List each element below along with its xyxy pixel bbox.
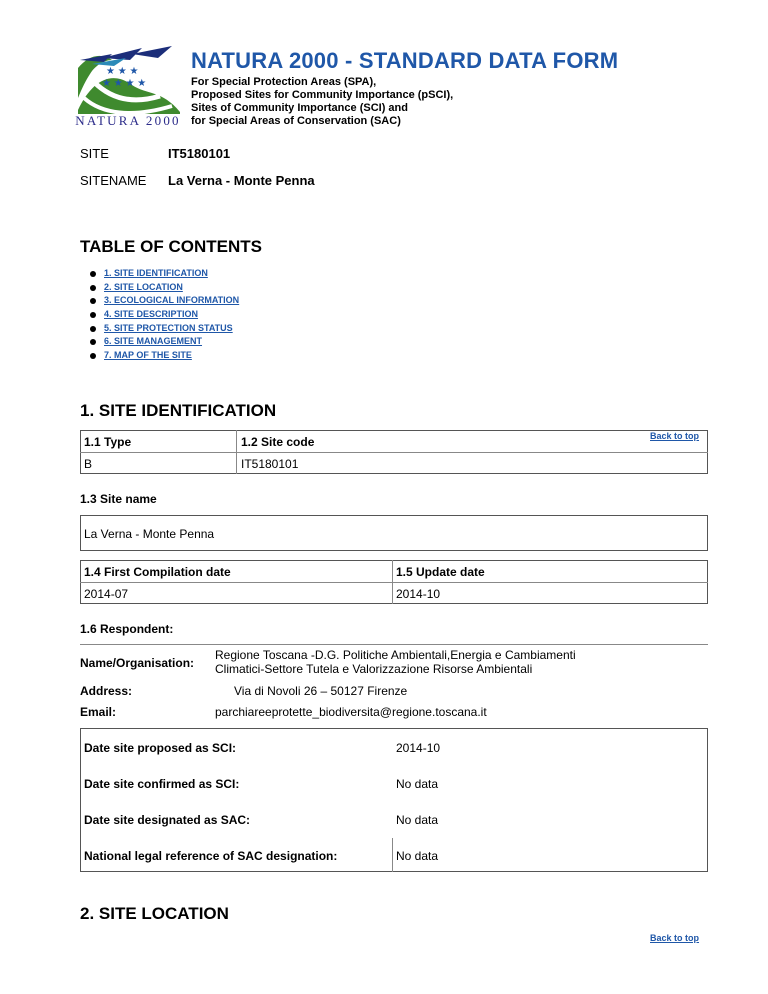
toc-link[interactable]: 2. SITE LOCATION (104, 281, 183, 292)
respondent-divider (80, 644, 708, 645)
section2-heading: 2. SITE LOCATION (80, 904, 229, 923)
table-divider (392, 838, 393, 872)
toc-link[interactable]: 4. SITE DESCRIPTION (104, 309, 199, 320)
logo-wordmark: NATURA 2000 (75, 113, 181, 128)
first-compilation-value: 2014-07 (84, 587, 129, 601)
update-date-label: 1.5 Update date (396, 565, 485, 579)
svg-text:★ ★ ★: ★ ★ ★ (106, 66, 139, 77)
update-date-value: 2014-10 (396, 587, 441, 601)
table-divider (80, 582, 708, 583)
toc-item (104, 295, 239, 309)
type-label: 1.1 Type (84, 435, 132, 449)
toc-item (104, 282, 239, 296)
type-value: B (84, 457, 93, 471)
address-value: Via di Novoli 26 – 50127 Firenze (234, 684, 408, 698)
toc-item (104, 268, 239, 282)
subtitle-line: Proposed Sites for Community Importance (pSCI), (191, 89, 454, 101)
code-value: IT5180101 (241, 457, 299, 471)
page-subtitle (191, 76, 453, 128)
organisation-value: Climatici-Settore Tutela e Valorizzazione Risorse Ambientali (215, 662, 533, 676)
sitename-label: SITENAME (80, 173, 147, 188)
page-title: NATURA 2000 - STANDARD DATA FORM (191, 48, 619, 73)
first-compilation-label: 1.4 First Compilation date (84, 565, 231, 579)
table-divider (236, 430, 237, 474)
email-value: parchiareeprotette_biodiversita@regione.toscana.it (215, 705, 487, 719)
toc-list (104, 268, 239, 364)
back-to-top-link[interactable]: Back to top (650, 933, 700, 943)
svg-text:★ ★ ★ ★: ★ ★ ★ ★ (102, 78, 147, 89)
toc-item (104, 350, 239, 364)
toc-heading: TABLE OF CONTENTS (80, 237, 262, 256)
site-value: IT5180101 (168, 146, 231, 161)
subtitle-line: Sites of Community Importance (SCI) and (191, 102, 408, 114)
date-proposed-sci-value: 2014-10 (396, 741, 441, 755)
address-label: Address: (80, 684, 133, 698)
sitename-value: La Verna - Monte Penna (168, 173, 315, 188)
date-confirmed-sci-label: Date site confirmed as SCI: (84, 777, 240, 791)
back-to-top-link[interactable]: Back to top (650, 431, 700, 441)
email-label: Email: (80, 705, 117, 719)
site-name-heading: 1.3 Site name (80, 492, 157, 506)
toc-item (104, 323, 239, 337)
legal-reference-value: No data (396, 849, 439, 863)
subtitle-line: For Special Protection Areas (SPA), (191, 76, 377, 88)
organisation-label: Name/Organisation: (80, 656, 195, 670)
table-divider (392, 560, 393, 604)
toc-link[interactable]: 5. SITE PROTECTION STATUS (104, 322, 233, 333)
toc-link[interactable]: 1. SITE IDENTIFICATION (104, 268, 208, 278)
site-name-value: La Verna - Monte Penna (84, 527, 215, 541)
toc-item (104, 336, 239, 350)
table-divider (80, 452, 708, 453)
code-label: 1.2 Site code (241, 435, 315, 449)
legal-reference-label: National legal reference of SAC designation: (84, 849, 338, 863)
date-proposed-sci-label: Date site proposed as SCI: (84, 741, 237, 755)
toc-link[interactable]: 3. ECOLOGICAL INFORMATION (104, 295, 240, 306)
toc-link[interactable]: 6. SITE MANAGEMENT (104, 336, 203, 347)
toc-item (104, 309, 239, 323)
section1-heading: 1. SITE IDENTIFICATION (80, 401, 277, 420)
date-confirmed-sci-value: No data (396, 777, 439, 791)
toc-link[interactable]: 7. MAP OF THE SITE (104, 350, 192, 361)
date-designated-sac-value: No data (396, 813, 439, 827)
organisation-value: Regione Toscana -D.G. Politiche Ambientali,Energia e Cambiamenti (215, 648, 576, 662)
date-designated-sac-label: Date site designated as SAC: (84, 813, 251, 827)
site-label: SITE (80, 146, 109, 161)
respondent-heading: 1.6 Respondent: (80, 622, 174, 636)
subtitle-line: for Special Areas of Conservation (SAC) (191, 115, 401, 127)
